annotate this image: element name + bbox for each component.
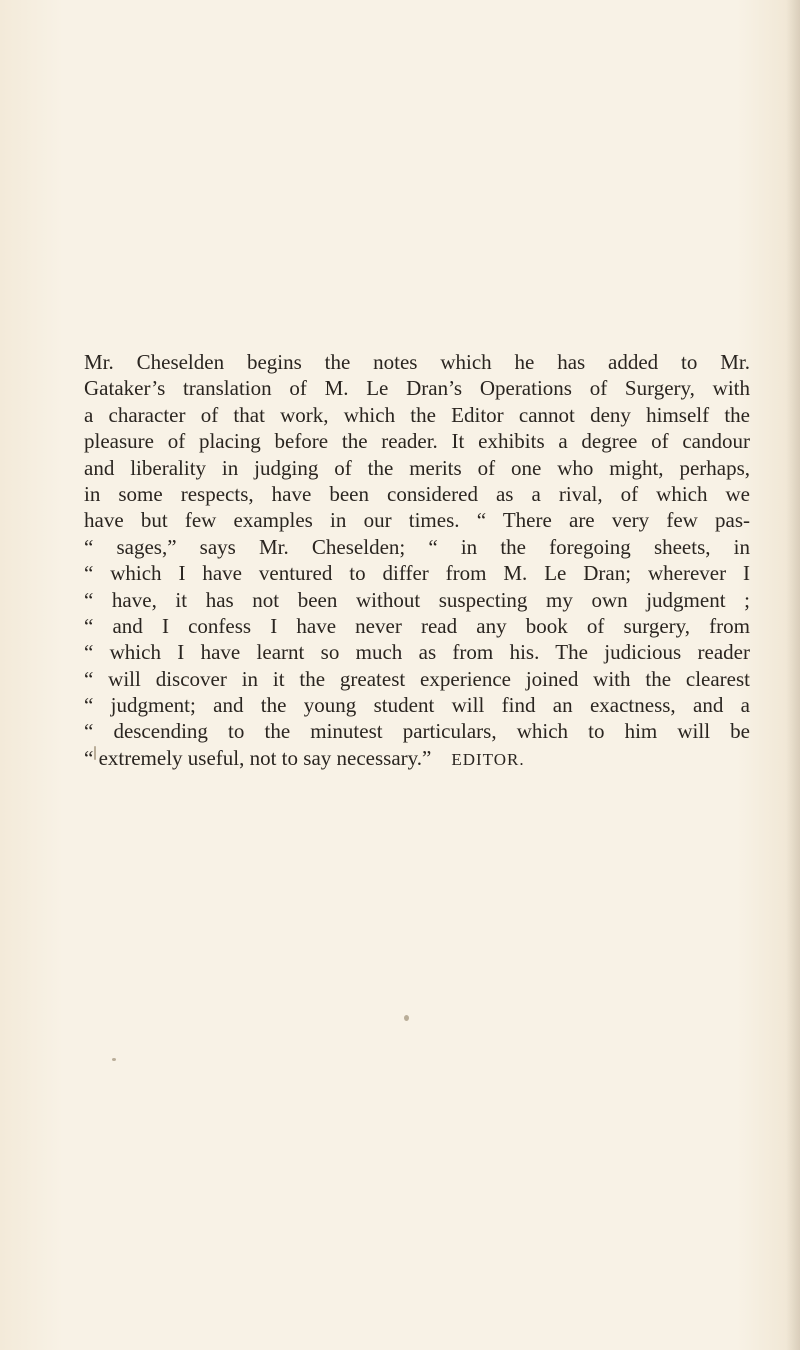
text-line: “ and I confess I have never read any book of surgery, from xyxy=(84,613,750,638)
text-line: “ will discover in it the greatest experience joined with the clearest xyxy=(84,666,750,691)
text-line: and liberality in judging of the merits of one who might, perhaps, xyxy=(84,455,750,480)
text-line: a character of that work, which the Editor cannot deny himself the xyxy=(84,402,750,427)
editor-signature: EDITOR. xyxy=(451,749,525,769)
text-line: in some respects, have been considered as a rival, of which we xyxy=(84,481,750,506)
text-line: have but few examples in our times. “ There are very few pas- xyxy=(84,508,750,533)
text-line: “ which I have ventured to differ from M. Le Dran; wherever I xyxy=(84,561,750,586)
text-line: “ sages,” says Mr. Cheselden; “ in the foregoing sheets, in xyxy=(84,534,750,559)
paper-speck xyxy=(112,1058,116,1061)
page-edge-shadow xyxy=(786,0,800,1350)
text-line: “ descending to the minutest particulars, which to him will be xyxy=(84,719,750,744)
closing-quote-text: “ extremely useful, not to say necessary.” xyxy=(84,745,432,770)
text-line: Mr. Cheselden begins the notes which he has added to Mr. xyxy=(84,350,750,374)
paper-speck xyxy=(404,1015,409,1021)
text-line: pleasure of placing before the reader. It exhibits a degree of candour xyxy=(84,429,750,454)
text-line: “ judgment; and the young student will find an exactness, and a xyxy=(84,693,750,718)
text-line: “ have, it has not been without suspecting my own judgment ; xyxy=(84,587,750,612)
text-line: Gataker’s translation of M. Le Dran’s Operations of Surgery, with xyxy=(84,376,750,401)
body-text xyxy=(84,349,750,771)
text-line: “ which I have learnt so much as from his. The judicious reader xyxy=(84,640,750,665)
text-line-last xyxy=(84,745,750,771)
